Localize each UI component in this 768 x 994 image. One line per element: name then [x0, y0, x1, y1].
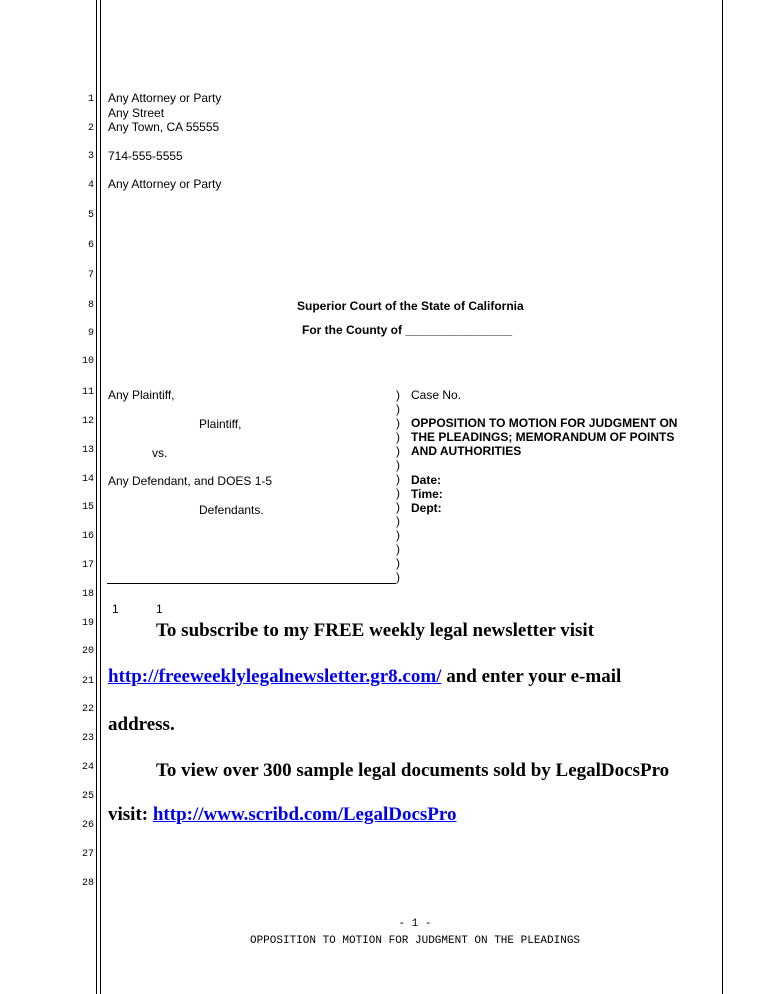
scribd-link[interactable]: http://www.scribd.com/LegalDocsPro: [152, 804, 457, 825]
line-number: 2: [87, 123, 94, 134]
line-number: 24: [81, 762, 94, 773]
line-number: 8: [87, 300, 94, 311]
versus-label: vs.: [152, 446, 168, 460]
plaintiff-role: Plaintiff,: [199, 417, 242, 431]
hearing-dept-label: Dept:: [411, 501, 442, 515]
hearing-date-label: Date:: [411, 473, 442, 487]
caption-paren: ): [396, 416, 400, 430]
document-title-line: AND AUTHORITIES: [411, 444, 522, 458]
line-number: 20: [81, 646, 94, 657]
attorney-for: Any Attorney or Party: [108, 177, 222, 191]
case-number-label: Case No.: [411, 388, 462, 402]
line-number: 1: [87, 94, 94, 105]
left-margin-rule-inner: [100, 0, 101, 994]
newsletter-text: and enter your e-mail: [446, 666, 622, 687]
caption-paren: ): [396, 388, 400, 402]
defendant-name: Any Defendant, and DOES 1-5: [108, 474, 273, 488]
newsletter-link[interactable]: http://freeweeklylegalnewsletter.gr8.com/: [108, 666, 442, 687]
marker-number: 1: [112, 602, 119, 616]
hearing-time-label: Time:: [411, 487, 443, 501]
line-number: 4: [87, 180, 94, 191]
caption-paren: ): [396, 472, 400, 486]
line-number: 22: [81, 704, 94, 715]
line-number: 25: [81, 791, 94, 802]
attorney-phone: 714-555-5555: [108, 149, 183, 163]
documents-paragraph-line2: [108, 804, 457, 826]
caption-paren: ): [396, 570, 400, 584]
caption-paren: ): [396, 402, 400, 416]
court-name: Superior Court of the State of California: [297, 299, 524, 313]
line-number: 21: [81, 676, 94, 687]
document-title-line: THE PLEADINGS; MEMORANDUM OF POINTS: [411, 430, 675, 444]
line-number: 18: [81, 589, 94, 600]
line-number: 16: [81, 531, 94, 542]
line-number: 10: [81, 356, 94, 367]
line-number: 7: [87, 270, 94, 281]
line-number: 27: [81, 849, 94, 860]
visit-label: visit:: [108, 804, 149, 825]
defendant-role: Defendants.: [199, 503, 264, 517]
caption-paren: ): [396, 528, 400, 542]
line-number: 3: [87, 151, 94, 162]
marker-number: 1: [156, 602, 163, 616]
line-number: 15: [81, 502, 94, 513]
attorney-street: Any Street: [108, 106, 165, 120]
right-margin-rule: [722, 0, 723, 994]
line-number: 26: [81, 820, 94, 831]
newsletter-paragraph-line3: address.: [108, 714, 175, 735]
line-number: 13: [81, 445, 94, 456]
caption-paren: ): [396, 444, 400, 458]
line-number: 12: [81, 416, 94, 427]
document-title-line: OPPOSITION TO MOTION FOR JUDGMENT ON: [411, 416, 678, 430]
caption-paren: ): [396, 514, 400, 528]
caption-paren: ): [396, 430, 400, 444]
line-number: 5: [87, 210, 94, 221]
court-county: For the County of ________________: [302, 323, 513, 337]
documents-paragraph: To view over 300 sample legal documents sold by LegalDocsPro: [156, 760, 670, 781]
line-number: 19: [81, 618, 94, 629]
line-number: 14: [81, 474, 94, 485]
newsletter-paragraph-line2: [108, 666, 621, 688]
line-number: 23: [81, 733, 94, 744]
caption-paren: ): [396, 556, 400, 570]
caption-paren: ): [396, 542, 400, 556]
line-number: 11: [81, 387, 94, 398]
line-number: 6: [87, 240, 94, 251]
line-number: 28: [81, 878, 94, 889]
line-number: 9: [87, 328, 94, 339]
left-margin-rule: [96, 0, 97, 994]
attorney-city: Any Town, CA 55555: [108, 120, 220, 134]
line-number: 17: [81, 560, 94, 571]
plaintiff-name: Any Plaintiff,: [108, 388, 175, 402]
caption-paren: ): [396, 458, 400, 472]
caption-paren: ): [396, 500, 400, 514]
attorney-name: Any Attorney or Party: [108, 91, 222, 105]
page-number: - 1 -: [398, 918, 432, 930]
caption-underline: [107, 583, 396, 584]
newsletter-paragraph: To subscribe to my FREE weekly legal newsletter visit: [156, 620, 595, 641]
footer-title: OPPOSITION TO MOTION FOR JUDGMENT ON THE PLEADINGS: [249, 935, 581, 947]
caption-paren: ): [396, 486, 400, 500]
